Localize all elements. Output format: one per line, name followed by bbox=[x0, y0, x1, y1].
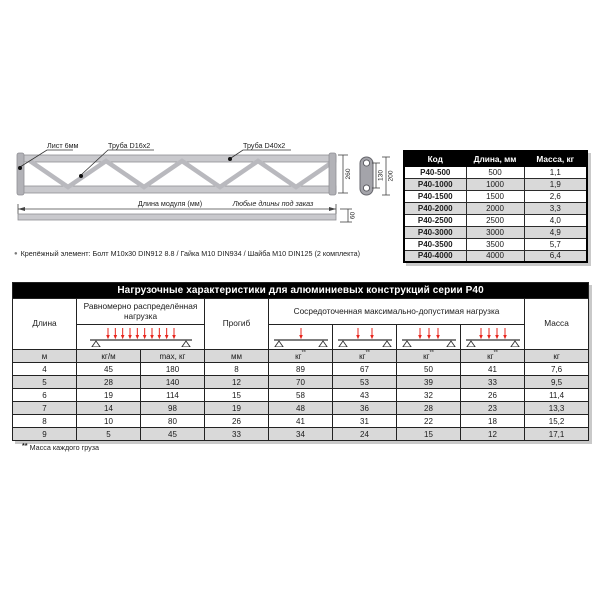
size-table-row bbox=[404, 250, 587, 262]
unit-cell: кг** bbox=[461, 350, 525, 363]
size-code-cell: P40-4000 bbox=[404, 250, 466, 262]
unit-cell: кг** bbox=[333, 350, 397, 363]
load-value-cell: 28 bbox=[397, 402, 461, 415]
load-table-title: Нагрузочные характеристики для алюминиевых конструкций серии Р40 bbox=[13, 283, 589, 299]
load-value-cell: 5 bbox=[77, 428, 141, 441]
size-code-cell: P40-2500 bbox=[404, 214, 466, 226]
load-value-cell: 70 bbox=[269, 376, 333, 389]
load-value-cell: 67 bbox=[333, 363, 397, 376]
col-header-deflection: Прогиб bbox=[205, 299, 269, 350]
dim-arrow-right bbox=[329, 207, 336, 211]
load-value-cell: 12 bbox=[461, 428, 525, 441]
size-value-cell: 1500 bbox=[466, 190, 524, 202]
load-value-cell: 45 bbox=[77, 363, 141, 376]
end-plate-front-view bbox=[360, 157, 395, 195]
size-table-header-cell: Код bbox=[404, 151, 466, 166]
load-value-cell: 22 bbox=[397, 415, 461, 428]
load-table-header bbox=[13, 283, 589, 363]
dim-200: 200 bbox=[387, 170, 395, 182]
dim-arrow-left bbox=[18, 207, 25, 211]
concentrated-load-diagram-1 bbox=[269, 325, 333, 350]
load-value-cell: 15,2 bbox=[525, 415, 589, 428]
unit-cell: max, кг bbox=[141, 350, 205, 363]
load-value-cell: 5 bbox=[13, 376, 77, 389]
load-value-cell: 50 bbox=[397, 363, 461, 376]
unit-cell: м bbox=[13, 350, 77, 363]
load-value-cell: 26 bbox=[205, 415, 269, 428]
size-value-cell: 6,4 bbox=[524, 250, 587, 262]
footnote-text: Масса каждого груза bbox=[29, 443, 100, 452]
load-table-row bbox=[13, 376, 589, 389]
size-value-cell: 2,6 bbox=[524, 190, 587, 202]
concentrated-load-diagram-3-svg bbox=[398, 325, 460, 347]
load-value-cell: 6 bbox=[13, 389, 77, 402]
size-value-cell: 1000 bbox=[466, 178, 524, 190]
size-code-cell: P40-1500 bbox=[404, 190, 466, 202]
spacer-tube bbox=[18, 214, 336, 220]
size-code-cell: P40-500 bbox=[404, 166, 466, 178]
load-value-cell: 89 bbox=[269, 363, 333, 376]
unit-footnote-marker: ** bbox=[493, 349, 498, 356]
size-value-cell: 4,0 bbox=[524, 214, 587, 226]
size-value-cell: 1,9 bbox=[524, 178, 587, 190]
unit-cell: кг bbox=[525, 350, 589, 363]
size-table-row bbox=[404, 214, 587, 226]
concentrated-load-diagram-2-svg bbox=[334, 325, 396, 347]
load-value-cell: 10 bbox=[77, 415, 141, 428]
truss-right-plate bbox=[329, 153, 336, 195]
load-value-cell: 18 bbox=[461, 415, 525, 428]
load-value-cell: 7 bbox=[13, 402, 77, 415]
load-value-cell: 8 bbox=[205, 363, 269, 376]
size-code-cell: P40-3500 bbox=[404, 238, 466, 250]
load-value-cell: 14 bbox=[77, 402, 141, 415]
large-tube-leader-dot bbox=[228, 157, 232, 161]
load-value-cell: 58 bbox=[269, 389, 333, 402]
truss-left-plate bbox=[17, 153, 24, 195]
load-table-row bbox=[13, 389, 589, 402]
load-value-cell: 4 bbox=[13, 363, 77, 376]
load-value-cell: 53 bbox=[333, 376, 397, 389]
size-table bbox=[403, 150, 588, 263]
load-value-cell: 33 bbox=[461, 376, 525, 389]
load-value-cell: 41 bbox=[461, 363, 525, 376]
load-value-cell: 98 bbox=[141, 402, 205, 415]
fastener-note-text: Крепёжный элемент: Болт М10х30 DIN912 8.8 / Гайка М10 DIN934 / Шайба М10 DIN125 (2 комплекта) bbox=[20, 249, 360, 258]
size-table-row bbox=[404, 166, 587, 178]
load-value-cell: 28 bbox=[77, 376, 141, 389]
col-header-distributed: Равномерно распределённая нагрузка bbox=[77, 299, 205, 325]
dim-130: 130 bbox=[377, 169, 385, 182]
load-table-row bbox=[13, 428, 589, 441]
load-value-cell: 8 bbox=[13, 415, 77, 428]
load-value-cell: 13,3 bbox=[525, 402, 589, 415]
load-value-cell: 23 bbox=[461, 402, 525, 415]
size-table-row bbox=[404, 178, 587, 190]
large-tube-label: Труба D40x2 bbox=[243, 141, 286, 150]
size-table-header bbox=[404, 151, 587, 166]
load-table bbox=[12, 282, 589, 441]
load-table-footnote bbox=[22, 441, 99, 452]
unit-footnote-marker: ** bbox=[429, 349, 434, 356]
size-value-cell: 2500 bbox=[466, 214, 524, 226]
size-value-cell: 3000 bbox=[466, 226, 524, 238]
size-code-cell: P40-3000 bbox=[404, 226, 466, 238]
size-table-row bbox=[404, 190, 587, 202]
distributed-load-diagram bbox=[77, 325, 205, 350]
custom-length-label: Любые длины под заказ bbox=[232, 199, 314, 208]
size-value-cell: 1,1 bbox=[524, 166, 587, 178]
load-value-cell: 11,4 bbox=[525, 389, 589, 402]
unit-cell: кг** bbox=[397, 350, 461, 363]
col-header-concentrated: Сосредоточенная максимально-допустимая нагрузка bbox=[269, 299, 525, 325]
truss-drawing bbox=[10, 135, 402, 230]
module-length-label: Длина модуля (мм) bbox=[137, 199, 203, 208]
load-value-cell: 34 bbox=[269, 428, 333, 441]
load-value-cell: 9,5 bbox=[525, 376, 589, 389]
size-value-cell: 4,9 bbox=[524, 226, 587, 238]
load-value-cell: 26 bbox=[461, 389, 525, 402]
load-value-cell: 19 bbox=[205, 402, 269, 415]
truss-diagonals bbox=[30, 161, 334, 187]
bullet-icon: ● bbox=[14, 251, 18, 257]
load-diagram-row bbox=[13, 325, 589, 350]
load-value-cell: 19 bbox=[77, 389, 141, 402]
size-value-cell: 3500 bbox=[466, 238, 524, 250]
sheet-leader-dot bbox=[18, 166, 22, 170]
size-value-cell: 2000 bbox=[466, 202, 524, 214]
col-header-mass: Масса bbox=[525, 299, 589, 350]
small-tube-leader-dot bbox=[79, 174, 83, 178]
load-value-cell: 48 bbox=[269, 402, 333, 415]
end-plate-hole-top bbox=[363, 160, 369, 166]
load-units-row bbox=[13, 350, 589, 363]
concentrated-load-diagram-4-svg bbox=[462, 325, 524, 347]
load-value-cell: 39 bbox=[397, 376, 461, 389]
load-value-cell: 140 bbox=[141, 376, 205, 389]
load-value-cell: 12 bbox=[205, 376, 269, 389]
load-value-cell: 7,6 bbox=[525, 363, 589, 376]
load-value-cell: 15 bbox=[397, 428, 461, 441]
size-value-cell: 4000 bbox=[466, 250, 524, 262]
distributed-load-diagram-svg bbox=[78, 325, 204, 347]
load-value-cell: 114 bbox=[141, 389, 205, 402]
load-value-cell: 32 bbox=[397, 389, 461, 402]
col-header-length: Длина bbox=[13, 299, 77, 350]
unit-cell: мм bbox=[205, 350, 269, 363]
truss-side-view bbox=[17, 153, 336, 195]
load-value-cell: 180 bbox=[141, 363, 205, 376]
size-table-header-cell: Длина, мм bbox=[466, 151, 524, 166]
truss-top-chord bbox=[18, 155, 336, 162]
size-value-cell: 5,7 bbox=[524, 238, 587, 250]
fastener-note bbox=[14, 249, 360, 258]
load-table-row bbox=[13, 402, 589, 415]
size-table-body bbox=[404, 166, 587, 262]
size-table-row bbox=[404, 226, 587, 238]
load-table-row bbox=[13, 363, 589, 376]
load-value-cell: 36 bbox=[333, 402, 397, 415]
dim-60: 60 bbox=[349, 211, 357, 220]
end-plate-hole-bottom bbox=[363, 185, 369, 191]
unit-cell: кг** bbox=[269, 350, 333, 363]
dim-260: 260 bbox=[345, 168, 352, 180]
footnote-marker: ** bbox=[22, 441, 28, 450]
load-value-cell: 24 bbox=[333, 428, 397, 441]
load-value-cell: 17,1 bbox=[525, 428, 589, 441]
size-code-cell: P40-2000 bbox=[404, 202, 466, 214]
sheet-label: Лист 6мм bbox=[47, 141, 79, 150]
load-value-cell: 9 bbox=[13, 428, 77, 441]
size-table-header-row bbox=[404, 151, 587, 166]
unit-footnote-marker: ** bbox=[301, 349, 306, 356]
module-length-dimension bbox=[18, 199, 357, 222]
concentrated-load-diagram-2 bbox=[333, 325, 397, 350]
size-value-cell: 3,3 bbox=[524, 202, 587, 214]
load-value-cell: 33 bbox=[205, 428, 269, 441]
size-table-header-cell: Масса, кг bbox=[524, 151, 587, 166]
load-value-cell: 45 bbox=[141, 428, 205, 441]
height-dimension bbox=[338, 155, 352, 193]
load-table-title-row bbox=[13, 283, 589, 299]
concentrated-load-diagram-4 bbox=[461, 325, 525, 350]
concentrated-load-diagram-3 bbox=[397, 325, 461, 350]
unit-cell: кг/м bbox=[77, 350, 141, 363]
load-value-cell: 43 bbox=[333, 389, 397, 402]
size-value-cell: 500 bbox=[466, 166, 524, 178]
size-table-row bbox=[404, 202, 587, 214]
load-table-body bbox=[13, 363, 589, 441]
load-value-cell: 41 bbox=[269, 415, 333, 428]
load-table-row bbox=[13, 415, 589, 428]
size-code-cell: P40-1000 bbox=[404, 178, 466, 190]
concentrated-load-diagram-1-svg bbox=[270, 325, 332, 347]
load-value-cell: 80 bbox=[141, 415, 205, 428]
unit-footnote-marker: ** bbox=[365, 349, 370, 356]
small-tube-label: Труба D16x2 bbox=[108, 141, 151, 150]
load-table-group-row bbox=[13, 299, 589, 325]
size-table-row bbox=[404, 238, 587, 250]
load-value-cell: 31 bbox=[333, 415, 397, 428]
load-value-cell: 15 bbox=[205, 389, 269, 402]
